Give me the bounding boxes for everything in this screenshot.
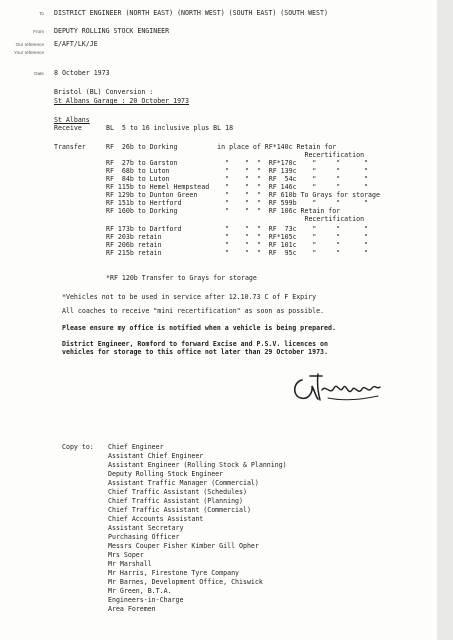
copy-to-item: Area Foremen — [108, 605, 156, 613]
copy-to-item: Assistant Traffic Manager (Commercial) — [108, 479, 259, 487]
transfer-row: RF 129b to Dunton Green " " " RF 610b To Grays for storage — [106, 191, 380, 199]
copy-to-item: Assistant Engineer (Rolling Stock & Planning) — [108, 461, 287, 469]
copy-to-item: Mr Green, B.T.A. — [108, 587, 172, 595]
transfer-row: RF 173b to Dartford " " " RF 73c " " " — [106, 225, 369, 233]
transfer-row: RF 215b retain " " " RF 95c " " " — [106, 249, 369, 257]
subject-line-1: Bristol (BL) Conversion : — [54, 88, 154, 96]
transfer-row: RF 203b retain " " " RF*105c " " " — [106, 233, 369, 241]
recertification-note: All coaches to receive "mini recertification" as soon as possible. — [62, 307, 325, 315]
transfer-row: RF 84b to Luton " " " RF 54c " " " — [106, 175, 369, 183]
from-label: From — [33, 29, 44, 34]
transfer-row: Recertification — [106, 151, 365, 159]
receive-text: BL 5 to 16 inclusive plus BL 18 — [106, 124, 234, 132]
copy-to-item: Mrs Soper — [108, 551, 144, 559]
expiry-note: *Vehicles not to be used in service after 12.10.73 C of F Expiry — [62, 293, 317, 301]
transfer-row: RF 26b to Dorking in place of RF*140c Retain for — [106, 143, 337, 151]
copy-to-item: Mr Harris, Firestone Tyre Company — [108, 569, 240, 577]
binder-edge — [437, 0, 453, 640]
section-heading: St Albans — [54, 116, 90, 124]
copy-to-item: Chief Accounts Assistant — [108, 515, 204, 523]
copy-to-item: Purchasing Officer — [108, 533, 180, 541]
transfer-row: RF 151b to Hertford " " " RF 599b " " " — [106, 199, 369, 207]
date-value: 8 October 1973 — [54, 69, 110, 77]
copy-to-item: Mr Marshall — [108, 560, 152, 568]
from-value: DEPUTY ROLLING STOCK ENGINEER — [54, 27, 170, 35]
transfer-row: RF 68b to Luton " " " RF 139c " " " — [106, 167, 369, 175]
signature-image — [288, 366, 384, 406]
subject-line-2: St Albans Garage : 20 October 1973 — [54, 97, 189, 105]
your-reference-label: Your reference — [14, 50, 44, 55]
transfer-row: RF 27b to Garston " " " RF*170c " " " — [106, 159, 369, 167]
to-value: DISTRICT ENGINEER (NORTH EAST) (NORTH WEST) (SOUTH EAST) (SOUTH WEST) — [54, 9, 328, 17]
romford-note-line-2: vehicles for storage to this office not later than 29 October 1973. — [62, 348, 328, 356]
copy-to-label: Copy to: — [62, 443, 94, 451]
copy-to-item: Chief Traffic Assistant (Schedules) — [108, 488, 247, 496]
copy-to-item: Chief Traffic Assistant (Commercial) — [108, 506, 251, 514]
transfer-label: Transfer — [54, 143, 86, 151]
our-reference-value: E/AFT/LK/JE — [54, 40, 98, 48]
date-label: Date — [34, 71, 44, 76]
copy-to-item: Mr Barnes, Development Office, Chiswick — [108, 578, 263, 586]
copy-to-item: Engineers-in-Charge — [108, 596, 184, 604]
transfer-row: RF 206b retain " " " RF 101c " " " — [106, 241, 369, 249]
storage-note: *RF 120b Transfer to Grays for storage — [106, 274, 257, 282]
transfer-row: Recertification — [106, 215, 365, 223]
copy-to-item: Assistant Secretary — [108, 524, 184, 532]
copy-to-item: Chief Engineer — [108, 443, 164, 451]
receive-label: Receive — [54, 124, 82, 132]
copy-to-item: Messrs Couper Fisher Kimber Gill Opher — [108, 542, 259, 550]
to-label: To — [39, 11, 44, 16]
copy-to-item: Deputy Rolling Stock Engineer — [108, 470, 224, 478]
copy-to-item: Chief Traffic Assistant (Planning) — [108, 497, 243, 505]
ensure-note: Please ensure my office is notified when a vehicle is being prepared. — [62, 324, 336, 332]
our-reference-label: Our reference — [15, 42, 44, 47]
transfer-row: RF 115b to Hemel Hempstead " " " RF 146c " " " — [106, 183, 369, 191]
transfer-row: RF 160b to Dorking " " " RF 106c Retain for — [106, 207, 341, 215]
copy-to-item: Assistant Chief Engineer — [108, 452, 204, 460]
romford-note-line-1: District Engineer, Romford to forward Excise and P.S.V. licences on — [62, 340, 328, 348]
